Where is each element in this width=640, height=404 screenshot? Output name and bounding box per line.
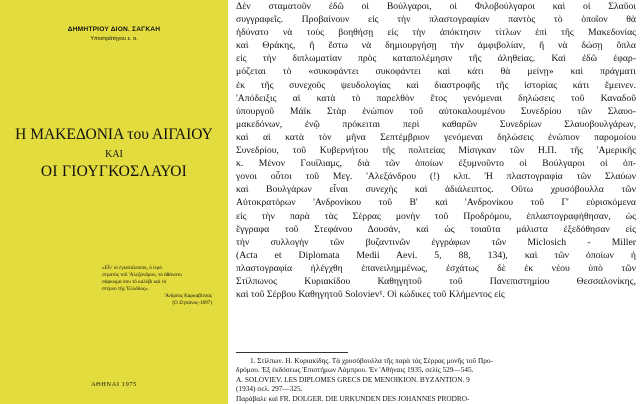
cover-title-line1: Η ΜΑΚΕΔΟΝΙΑ του ΑΙΓΑΙΟΥ: [15, 126, 213, 143]
body-line: πλαστογραφία ἠλέγχθη ἐπανειλημμένως, ἐσχάτως δὲ ἐκ νέου ὑπὸ τῶν: [236, 262, 636, 274]
book-cover: [0, 0, 228, 404]
cover-place-year: ΑΘΗΝΑΙ 1975: [91, 381, 137, 388]
epigraph-line: στρατὸς τοῦ 'Αλεξάνδρου, τὸ ἀθάνατο: [102, 272, 182, 279]
body-line: καὶ Θράκης, ἢ ἔστω νὰ δημιουργήσῃ τὴν ἀμφιβολίαν, ἢ νὰ δώσῃ ὅπλα: [236, 40, 636, 52]
body-line: συγγραφεῖς. Προβαίνουν εἰς τὴν πλαστογραφίαν παντὸς τὸ ὁποῖον θὰ: [236, 14, 636, 26]
body-line: καὶ Βουλγάρων εἶναι συνεχὴς καὶ ἀδιάλειπτος. Οὕτω χρυσόβουλλα τῶν: [236, 184, 636, 196]
footnote-line: 1. Στίλπων. Η. Κυριακίδης. Τὰ χρυσόβουλλα τῆς παρὰ τὰς Σέρρας μονῆς τοῦ Προ-: [250, 356, 493, 365]
cover-epigraph: [102, 265, 222, 308]
footnote-divider: [236, 352, 348, 353]
body-line: Στίλπωνος Κυριακίδου Καθηγητοῦ τοῦ Πανεπιστημίου Θεσσαλονίκης,: [236, 275, 636, 287]
text-page: [236, 0, 636, 404]
body-line: 'Απόδειξις αἱ κατὰ τὸ παρελθὸν ἔτος γενόμεναι δηλώσεις τοῦ Καναδοῦ: [236, 92, 636, 104]
body-line: ἔγγραφα τοῦ Στεφάνου Δουσάν, καὶ ὡς τοιαῦτα μάλιστα ἐξεδόθησαν εἰς: [236, 223, 636, 235]
body-line: Συνεδρίου, τοῦ Κυβερνήτου τῆς πολιτείας Μίσιγκαν τῶν Η.Π. τῆς 'Αμερικῆς: [236, 145, 636, 157]
cover-title-line2: ΟΙ ΓΙΟΥΓΚΟΣΛΑΥΟΙ: [40, 163, 188, 180]
epigraph-line: στέρνο τῆς 'Ελλάδος».: [102, 286, 149, 293]
body-line: μόζεται τὸ «συκοφάντει συκοφάντει καὶ κάτι θὰ μείνῃ» καὶ πράγματι: [236, 66, 636, 78]
footnote-line: Παράβαλε καὶ FR. DOLGER. DIE URKUNDEN DES JOHANNES PRODRO-: [236, 393, 470, 403]
body-line: Δὲν σταματοῦν ἐδῶ οἱ Βούλγαροι, οἱ Φιλοβούλγαροι καὶ οἱ Σλαῦοι: [236, 1, 636, 12]
epigraph-line: «Εἶν' οἱ ἐγκατάλοιποι, ὁ ἱερὸ: [102, 265, 162, 271]
body-line: μακεδόνων, ἐνῷ πρόκειται περὶ καθαρῶν Συνεδρίων Σλαυοβουλγάρων,: [236, 118, 636, 130]
body-line: τὴν συλλογὴν τῶν βυζαντινῶν ἐγγράφων τῶν Miclosich - Miller: [236, 236, 636, 248]
body-line: εἰς τὴν διπλωματίαν πρὸς καταπολέμησιν τῆς ἀληθείας. Καὶ ἐδῶ ἐφαρ-: [236, 53, 636, 65]
body-line: ἠδύνατο νὰ τοὺς βοηθήσῃ εἰς τὴν ἀπόκτησιν τίτλων ἐπὶ τῆς Μακεδονίας: [236, 27, 636, 39]
cover-author: ΔΗΜΗΤΡΙΟΥ ΔΙΟΝ. ΣΑΓΚΑΗ: [67, 26, 161, 33]
epigraph-note: (Ο Ζητιάνος-1897): [172, 300, 212, 307]
footnote-line: A. SOLOVIEV. LES DIPLOMES GRECS DE MENOIKION. BYZANTION. 9: [236, 374, 470, 384]
body-line: γονοι οὗτοι τοῦ Μεγ. 'Αλεξάνδρου (!) κλπ. 'Η πλαστογραφία τῶν Σλαύων: [236, 171, 636, 183]
body-line: ὑπουργοῦ Μάϊκ Στὰρ ἐνώπιον τοῦ αὐτοκαλουμένου Συνεδρίου τῶν Σλαυο-: [236, 105, 636, 117]
footnote-line: δρόμου. Ἐξ ἐκδόσεως Ἐπιστήμων Λάμπρου. Ἐν 'Αθήναις 1935, σελίς 529—545.: [236, 365, 474, 375]
cover-title-conjunction: ΚΑΙ: [105, 149, 123, 160]
body-line: Αὐτοκρατόρων 'Ανδρονίκου τοῦ Β' καὶ 'Ανδρονίκου τοῦ Γ' εὑρισκόμενα: [236, 197, 636, 209]
body-line: ἐκ τῆς συνεχοῦς ψευδολογίας καὶ διαστροφῆς τῆς ἱστορίας κάτι ἔμεινεν.: [236, 79, 636, 91]
body-line: καὶ αἱ κατὰ τὸν μῆνα Σεπτέμβριον γενόμεναι δηλώσεις ἐνώπιον παρομοίου: [236, 131, 636, 143]
footnote-line: (1934) σελ. 297—325.: [236, 384, 303, 394]
body-line: εἰς τὴν παρὰ τὰς Σέρρας μονὴν τοῦ Προδρόμου, ἐπλαστογραφήθησαν, ὡς: [236, 210, 636, 222]
epigraph-line: σάρκωμα σου τὸ καλύβι καὶ τὸ: [102, 279, 167, 286]
body-line: καὶ τοῦ Σέρβου Καθηγητοῦ Soloviev¹. Οἱ κώδικες τοῦ Κλήμεντος εἰς: [236, 289, 505, 301]
footnotes: [236, 356, 636, 403]
body-text: [236, 0, 636, 301]
cover-author-rank: Υποστράτηγου ε. α.: [90, 36, 138, 42]
body-line: (Acta et Diplomata Medii Aevi. 5, 88, 134), καὶ τῶν ὁποίων ἡ: [236, 249, 636, 261]
body-line: κ. Μένον Γουΐλιαμς, διὰ τῶν ὁποίων ἐξυμνοῦντο οἱ Βούλγαροι οἱ ὁπ-: [236, 158, 636, 170]
epigraph-author: 'Ανδρέας Καρκαβίτσας: [164, 293, 212, 300]
